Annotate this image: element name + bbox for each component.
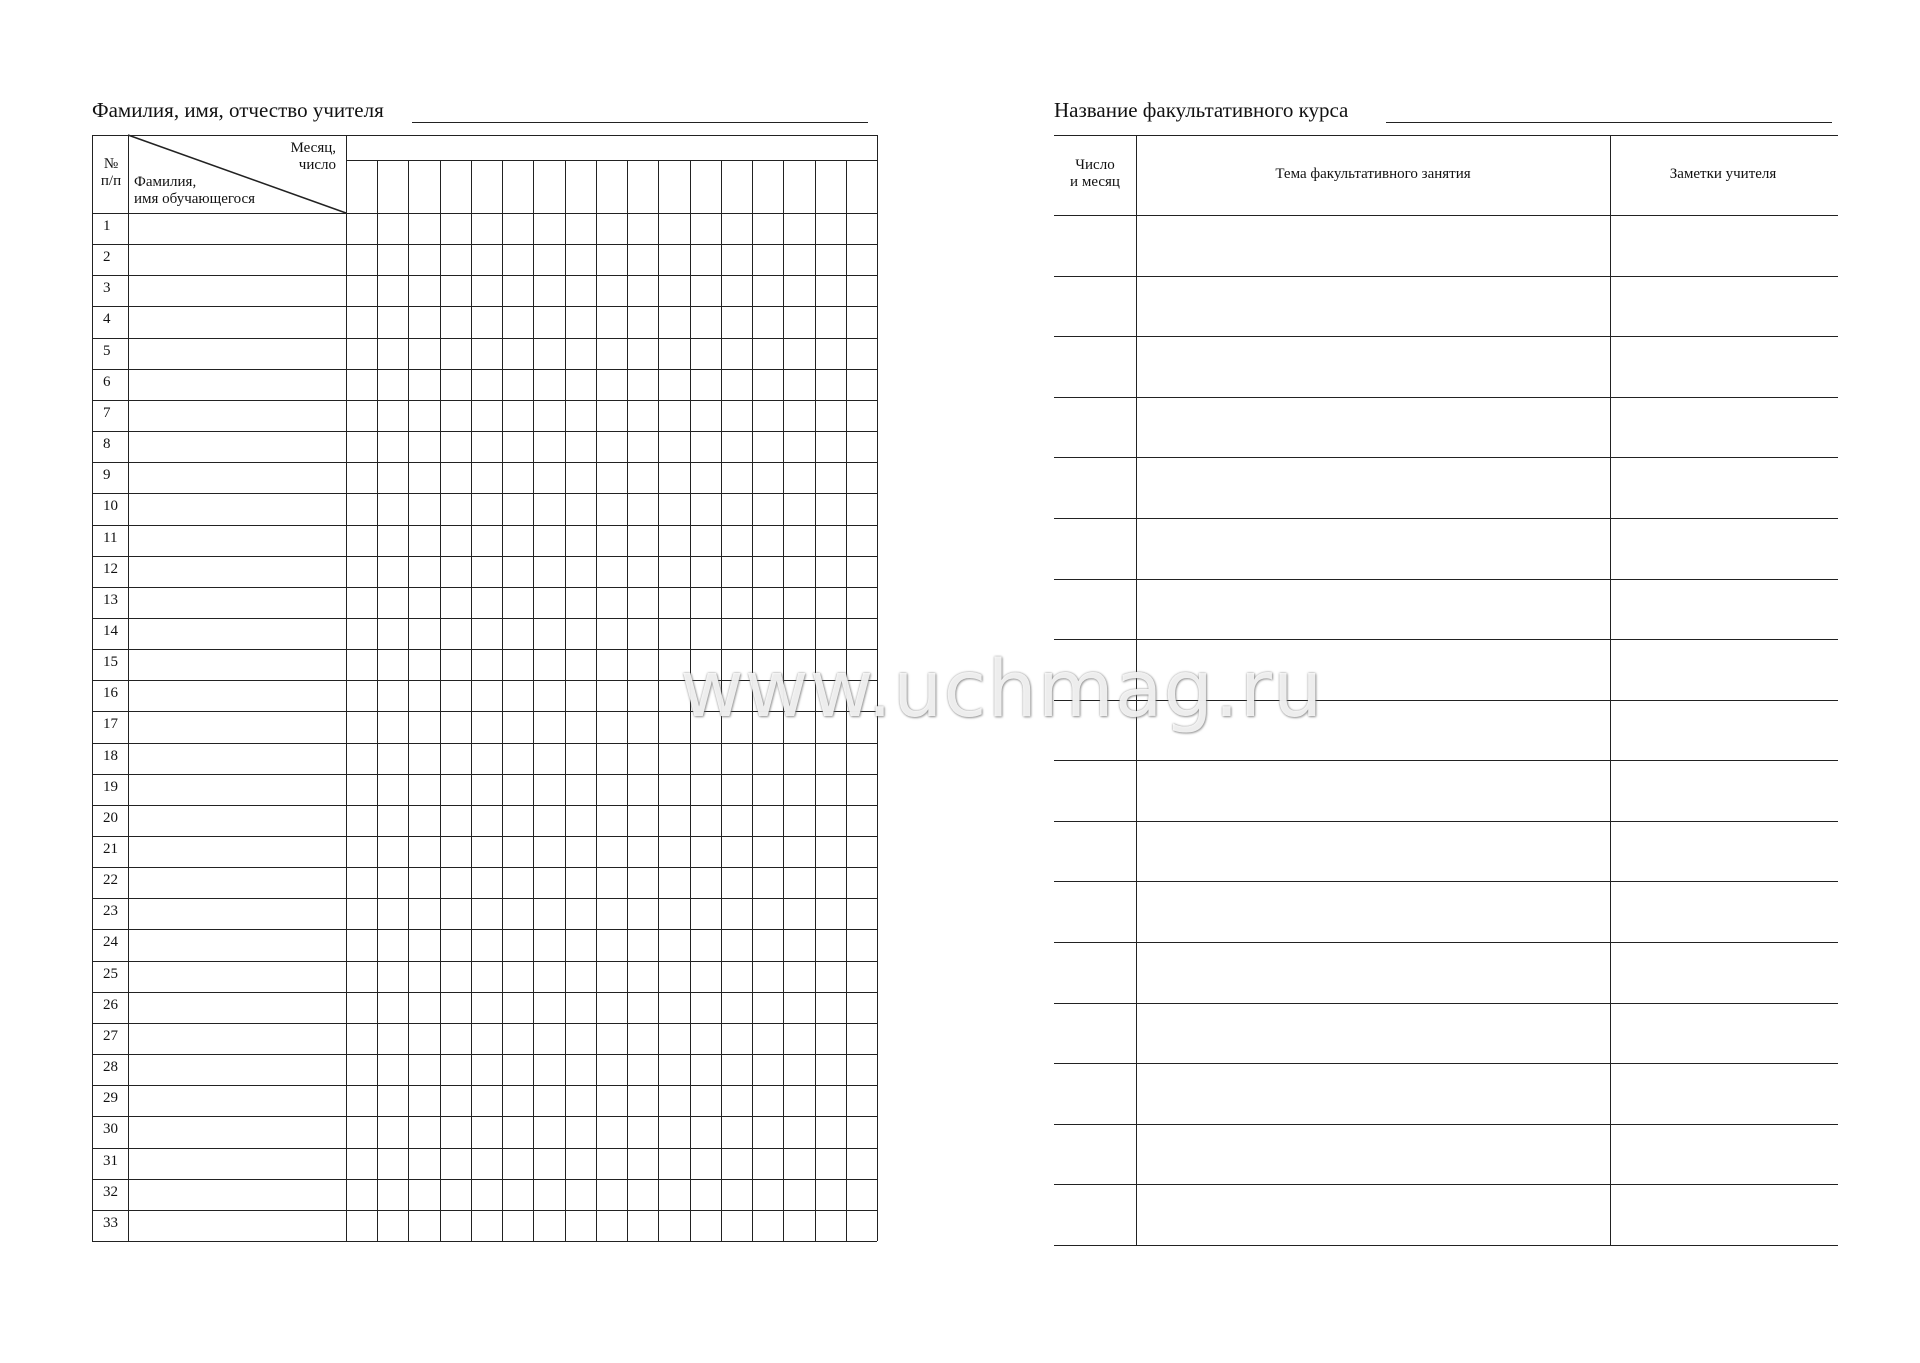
row-number: 32 <box>103 1183 118 1200</box>
lesson-row-line <box>1054 579 1838 580</box>
date-column-line <box>783 160 784 1241</box>
table-row-line <box>92 1179 877 1180</box>
table-row-line <box>92 587 877 588</box>
lesson-table-top-border <box>1054 135 1838 136</box>
table-row-line <box>92 462 877 463</box>
date-column-line <box>846 160 847 1241</box>
header-number-cell: № п/п <box>100 156 122 189</box>
row-number: 3 <box>103 280 111 297</box>
table-row-line <box>92 961 877 962</box>
table-row-line <box>92 338 877 339</box>
table-row-line <box>92 1241 877 1242</box>
row-number: 9 <box>103 467 111 484</box>
lesson-row-line <box>1054 942 1838 943</box>
table-left-border <box>92 135 93 1241</box>
header-notes: Заметки учителя <box>1669 166 1777 182</box>
table-row-line <box>92 556 877 557</box>
table-row-line <box>92 680 877 681</box>
row-number: 19 <box>103 778 118 795</box>
date-column-line <box>533 160 534 1241</box>
date-column-line <box>377 160 378 1241</box>
lesson-row-line <box>1054 336 1838 337</box>
lesson-row-line <box>1054 397 1838 398</box>
row-number: 6 <box>103 373 111 390</box>
table-row-line <box>92 618 877 619</box>
row-number: 28 <box>103 1059 118 1076</box>
date-column-line <box>752 160 753 1241</box>
date-column-line <box>408 160 409 1241</box>
date-column-line <box>658 160 659 1241</box>
row-number: 24 <box>103 934 118 951</box>
table-row-line <box>92 836 877 837</box>
row-number: 27 <box>103 1027 118 1044</box>
table-row-line <box>92 1023 877 1024</box>
lesson-row-line <box>1054 639 1838 640</box>
row-number: 30 <box>103 1121 118 1138</box>
course-name-line[interactable] <box>1386 122 1832 123</box>
row-number: 21 <box>103 841 118 858</box>
date-column-line <box>690 160 691 1241</box>
lesson-row-line <box>1054 457 1838 458</box>
table-row-line <box>92 743 877 744</box>
topic-column-line <box>1610 135 1611 1245</box>
table-row-line <box>92 275 877 276</box>
table-row-line <box>92 1148 877 1149</box>
table-row-line <box>92 493 877 494</box>
date-column-line <box>627 160 628 1241</box>
header-student-name: Фамилия, имя обучающегося <box>134 174 256 207</box>
table-row-line <box>92 1054 877 1055</box>
table-top-border <box>92 135 877 136</box>
table-row-line <box>92 711 877 712</box>
table-row-line <box>92 431 877 432</box>
number-column-line <box>128 135 129 1241</box>
row-number: 12 <box>103 560 118 577</box>
date-column-line <box>596 160 597 1241</box>
row-number: 20 <box>103 809 118 826</box>
row-number: 17 <box>103 716 118 733</box>
lesson-row-line <box>1054 215 1838 216</box>
row-number: 13 <box>103 591 118 608</box>
row-number: 14 <box>103 622 118 639</box>
lesson-row-line <box>1054 1184 1838 1185</box>
lesson-row-line <box>1054 700 1838 701</box>
lesson-row-line <box>1054 821 1838 822</box>
table-row-line <box>92 525 877 526</box>
lesson-row-line <box>1054 1003 1838 1004</box>
table-row-line <box>92 929 877 930</box>
lesson-row-line <box>1054 1063 1838 1064</box>
row-number: 11 <box>103 529 118 546</box>
lesson-row-line <box>1054 881 1838 882</box>
course-name-label: Название факультативного курса <box>1054 98 1349 122</box>
row-number: 23 <box>103 903 118 920</box>
table-row-line <box>92 774 877 775</box>
row-number: 1 <box>103 218 111 234</box>
table-row-line <box>92 1085 877 1086</box>
row-number: 25 <box>103 965 118 982</box>
row-number: 10 <box>103 498 118 515</box>
table-row-line <box>92 867 877 868</box>
row-number: 2 <box>103 249 111 266</box>
row-number: 4 <box>103 311 111 328</box>
table-row-line <box>92 306 877 307</box>
table-row-line <box>92 992 877 993</box>
row-number: 26 <box>103 996 118 1013</box>
table-row-line <box>92 400 877 401</box>
row-number: 5 <box>103 342 111 359</box>
date-column-line <box>815 160 816 1241</box>
lesson-row-line <box>1054 1124 1838 1125</box>
table-right-border <box>877 135 878 1241</box>
header-month-day: Месяц, число <box>290 140 336 173</box>
date-column-line <box>1136 135 1137 1245</box>
row-number: 22 <box>103 872 118 889</box>
table-row-line <box>92 805 877 806</box>
teacher-name-label: Фамилия, имя, отчество учителя <box>92 98 384 122</box>
row-number: 16 <box>103 685 118 702</box>
table-row-line <box>92 1116 877 1117</box>
row-number: 33 <box>103 1214 118 1231</box>
lesson-row-line <box>1054 760 1838 761</box>
header-date: Число и месяц <box>1070 157 1120 190</box>
lesson-row-line <box>1054 518 1838 519</box>
date-column-line <box>565 160 566 1241</box>
table-row-line <box>92 898 877 899</box>
table-row-line <box>92 649 877 650</box>
name-column-line <box>346 135 347 1241</box>
row-number: 18 <box>103 747 118 764</box>
row-number: 29 <box>103 1090 118 1107</box>
lesson-row-line <box>1054 276 1838 277</box>
header-topic: Тема факультативного занятия <box>1275 166 1471 182</box>
row-number: 31 <box>103 1152 118 1169</box>
table-row-line <box>92 244 877 245</box>
row-number: 8 <box>103 436 111 453</box>
month-subheader-line <box>346 160 877 161</box>
lesson-row-line <box>1054 1245 1838 1246</box>
watermark: www.uchmag.ru <box>680 645 1324 735</box>
date-column-line <box>471 160 472 1241</box>
table-row-line <box>92 213 877 214</box>
date-column-line <box>721 160 722 1241</box>
date-column-line <box>502 160 503 1241</box>
row-number: 7 <box>103 404 111 421</box>
date-column-line <box>440 160 441 1241</box>
table-row-line <box>92 369 877 370</box>
row-number: 15 <box>103 654 118 671</box>
table-row-line <box>92 1210 877 1211</box>
